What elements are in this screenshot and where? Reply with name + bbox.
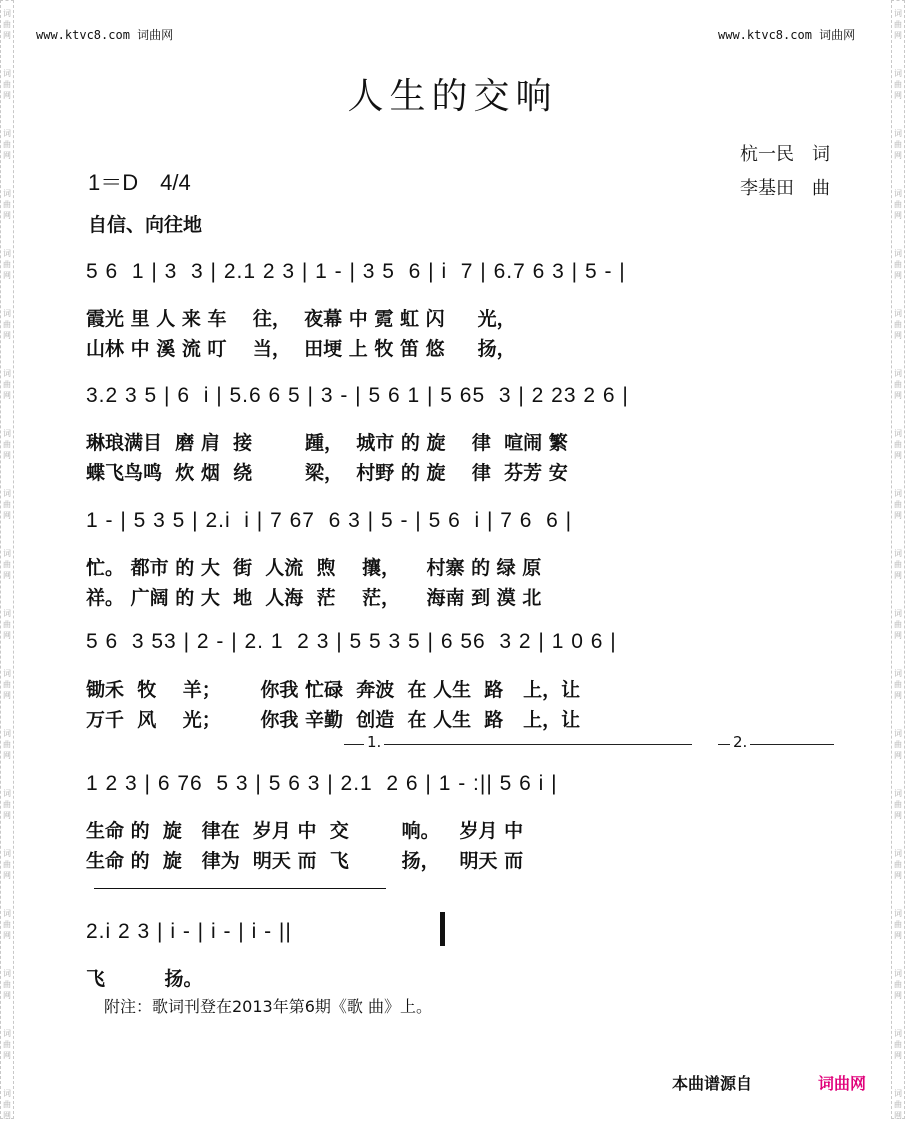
notation-line-5: 1 2 3 | 6 76 5 3 | 5 6 3 | 2.1 2 6 | 1 - :|| 5 6 i | (86, 772, 558, 795)
tempo-marking: 自信、向往地 (88, 214, 203, 236)
notation-line-6: 2.i 2 3 | i - | i - | i - || (86, 920, 292, 943)
first-ending-label: 1. (364, 733, 384, 751)
header-left-url[interactable]: www.ktvc8.com 词曲网 (36, 28, 174, 42)
side-watermark-text: 词 曲 网 (894, 789, 902, 820)
notation-line-1: 5 6 1 | 3 3 | 2.1 2 3 | 1 - | 3 5 6 | i 7 | 6.7 6 3 | 5 - | (86, 260, 626, 283)
lyric-line-2-verse-2: 蝶飞鸟鸣 炊 烟 绕 梁， 村野 的 旋 律 芬芳 安 (86, 462, 568, 484)
lyric-line-3-verse-1: 忙。 都市 的 大 街 人流 煦 攘， 村寨 的 绿 原 (86, 557, 542, 579)
side-watermark-text: 词 曲 网 (3, 9, 11, 40)
side-watermark-text: 词 曲 网 (3, 309, 11, 340)
side-watermark-text: 词 曲 网 (3, 429, 11, 460)
side-watermark-text: 词 曲 网 (894, 69, 902, 100)
notation-line-4: 5 6 3 53 | 2 - | 2. 1 2 3 | 5 5 3 5 | 6 56 3 2 | 1 0 6 | (86, 630, 617, 653)
side-watermark-text: 词 曲 网 (894, 969, 902, 1000)
side-watermark-text: 词 曲 网 (894, 609, 902, 640)
side-watermark-text: 词 曲 网 (3, 69, 11, 100)
side-watermark-text: 词 曲 网 (894, 849, 902, 880)
footnote: 附注：歌词刊登在2013年第6期《歌 曲》上。 (104, 997, 432, 1016)
header-right-url[interactable]: www.ktvc8.com 词曲网 (718, 28, 856, 42)
side-watermark-text: 词 曲 网 (3, 969, 11, 1000)
composer-credit: 李基田 曲 (740, 178, 830, 199)
lyric-line-4-verse-1: 锄禾 牧 羊； 你我 忙碌 奔波 在 人生 路 上，让 (86, 679, 581, 701)
side-watermark-text: 词 曲 网 (894, 1089, 902, 1120)
side-watermark-text: 词 曲 网 (3, 189, 11, 220)
side-watermark-text: 词 曲 网 (894, 669, 902, 700)
side-watermark-text: 词 曲 网 (3, 909, 11, 940)
side-watermark-text: 词 曲 网 (894, 9, 902, 40)
side-watermark-text: 词 曲 网 (894, 429, 902, 460)
lyric-line-5-verse-1: 生命 的 旋 律在 岁月 中 交 响。 岁月 中 (86, 820, 524, 842)
first-ending-bracket (344, 733, 692, 755)
side-watermark-text: 词 曲 网 (894, 1029, 902, 1060)
notation-line-2: 3.2 3 5 | 6 i | 5.6 6 5 | 3 - | 5 6 1 | 5 65 3 | 2 23 2 6 | (86, 384, 629, 407)
lyric-line-1-verse-2: 山林 中 溪 流 叮 当， 田埂 上 牧 笛 悠 扬， (86, 338, 516, 360)
side-watermark-text: 词 曲 网 (3, 549, 11, 580)
lyric-line-2-verse-1: 琳琅满目 磨 肩 接 踵， 城市 的 旋 律 喧闹 繁 (86, 432, 568, 454)
song-title: 人生的交响 (347, 76, 558, 117)
side-watermark-text: 词 曲 网 (3, 669, 11, 700)
side-watermark-text: 词 曲 网 (3, 729, 11, 760)
side-watermark-text: 词 曲 网 (894, 249, 902, 280)
key-signature: 1＝D 4/4 (88, 170, 191, 195)
slur-line (94, 888, 386, 889)
side-watermark-text: 词 曲 网 (3, 1089, 11, 1120)
lyric-line-3-verse-2: 祥。 广阔 的 大 地 人海 茫 茫， 海南 到 漠 北 (86, 587, 542, 609)
side-watermark-text: 词 曲 网 (3, 249, 11, 280)
source-label: 本曲谱源自 (672, 1074, 753, 1093)
lyricist-credit: 杭一民 词 (740, 144, 830, 165)
lyric-line-5-verse-2: 生命 的 旋 律为 明天 而 飞 扬， 明天 而 (86, 850, 524, 872)
side-watermark-text: 词 曲 网 (3, 789, 11, 820)
lyric-line-4-verse-2: 万千 风 光； 你我 辛勤 创造 在 人生 路 上，让 (86, 709, 581, 731)
side-watermark-text: 词 曲 网 (894, 549, 902, 580)
final-barline (440, 912, 445, 946)
second-ending-bracket (718, 733, 834, 755)
side-watermark-text: 词 曲 网 (894, 189, 902, 220)
side-watermark-text: 词 曲 网 (3, 489, 11, 520)
notation-line-3: 1 - | 5 3 5 | 2.i i | 7 67 6 3 | 5 - | 5 6 i | 7 6 6 | (86, 509, 573, 532)
side-watermark-text: 词 曲 网 (894, 309, 902, 340)
side-watermark-text: 词 曲 网 (3, 369, 11, 400)
source-brand-link[interactable]: 词曲网 (818, 1074, 867, 1093)
side-watermark-text: 词 曲 网 (894, 729, 902, 760)
side-watermark-text: 词 曲 网 (894, 909, 902, 940)
side-watermark-text: 词 曲 网 (3, 129, 11, 160)
side-watermark-text: 词 曲 网 (3, 609, 11, 640)
lyric-line-6: 飞 扬。 (86, 968, 203, 990)
side-watermark-text: 词 曲 网 (894, 369, 902, 400)
lyric-line-1-verse-1: 霞光 里 人 来 车 往， 夜幕 中 霓 虹 闪 光， (86, 308, 516, 330)
second-ending-label: 2. (730, 733, 750, 751)
side-watermark-text: 词 曲 网 (3, 1029, 11, 1060)
side-watermark-text: 词 曲 网 (894, 129, 902, 160)
side-watermark-text: 词 曲 网 (3, 849, 11, 880)
side-watermark-text: 词 曲 网 (894, 489, 902, 520)
